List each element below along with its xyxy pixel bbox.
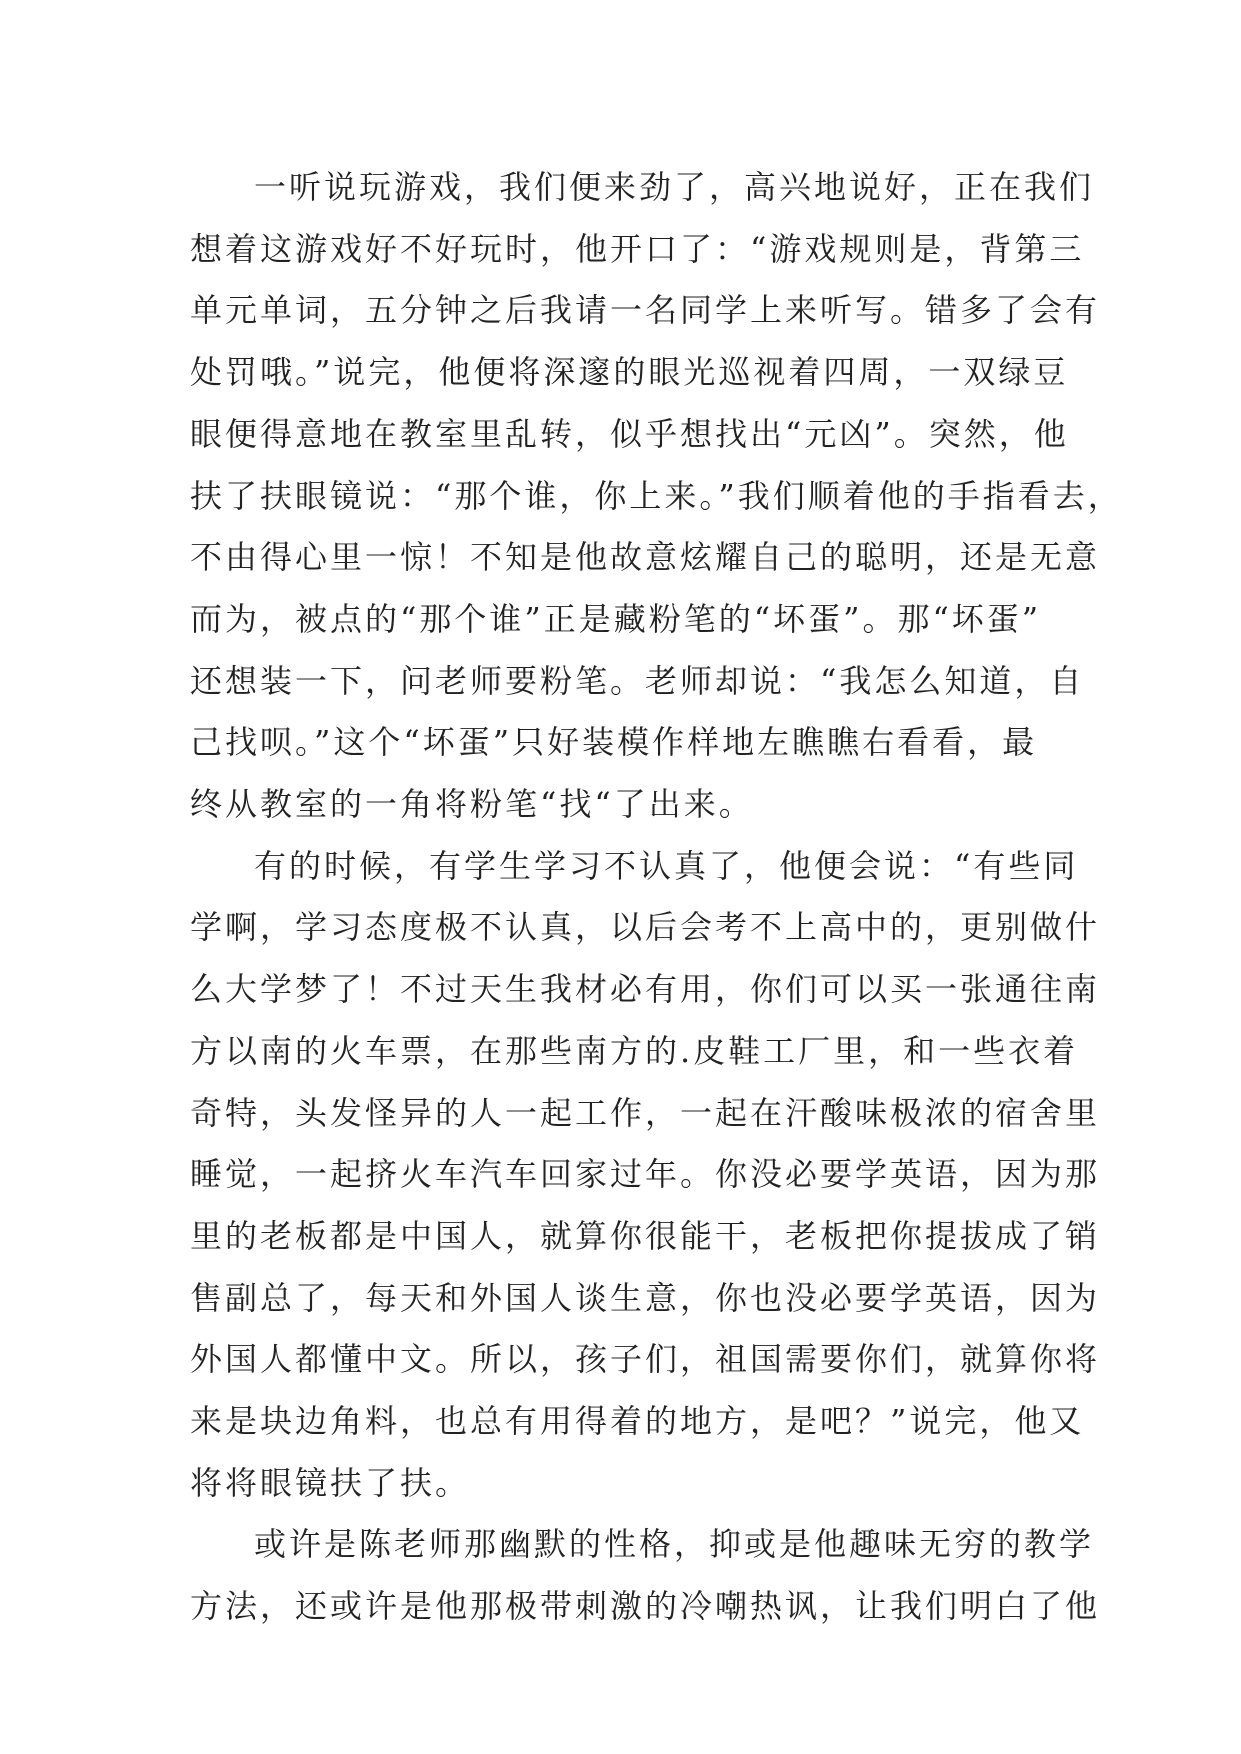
paragraph-lecture xyxy=(190,836,1101,1515)
text-line: 睡觉，一起挤火车汽车回家过年。你没必要学英语，因为那 xyxy=(190,1155,1101,1194)
text-line: 里的老板都是中国人，就算你很能干，老板把你提拔成了销 xyxy=(190,1216,1101,1255)
text-line: 售副总了，每天和外国人谈生意，你也没必要学英语，因为 xyxy=(190,1278,1101,1317)
text-line: 将将眼镜扶了扶。 xyxy=(190,1463,471,1502)
text-line: 还想装一下，问老师要粉笔。老师却说：“我怎么知道，自 xyxy=(190,661,1085,700)
paragraph-conclusion xyxy=(190,1514,1101,1637)
text-line: 单元单词，五分钟之后我请一名同学上来听写。错多了会有 xyxy=(190,291,1101,330)
text-line: 来是块边角料，也总有用得着的地方，是吧？”说完，他又 xyxy=(190,1402,1085,1441)
text-line: 不由得心里一惊！不知是他故意炫耀自己的聪明，还是无意 xyxy=(190,538,1101,577)
text-line: 方以南的火车票，在那些南方的.皮鞋工厂里，和一些衣着 xyxy=(190,1031,1079,1070)
text-line: 想着这游戏好不好玩时，他开口了：“游戏规则是，背第三 xyxy=(190,229,1085,268)
text-line: 眼便得意地在教室里乱转，似乎想找出“元凶”。突然，他 xyxy=(190,414,1069,453)
paragraph-game xyxy=(190,157,1123,836)
text-line: 有的时候，有学生学习不认真了，他便会说：“有些同 xyxy=(254,846,1079,885)
text-line: 终从教室的一角将粉笔“找“了出来。 xyxy=(190,785,754,824)
text-line: 外国人都懂中文。所以，孩子们，祖国需要你们，就算你将 xyxy=(190,1340,1101,1379)
text-line: 奇特，头发怪异的人一起工作，一起在汗酸味极浓的宿舍里 xyxy=(190,1093,1101,1132)
text-line: 处罚哦。”说完，他便将深邃的眼光巡视着四周，一双绿豆 xyxy=(190,353,1069,392)
text-line: 么大学梦了！不过天生我材必有用，你们可以买一张通往南 xyxy=(190,970,1101,1009)
text-line: 一听说玩游戏，我们便来劲了，高兴地说好，正在我们 xyxy=(254,168,1095,206)
document-body xyxy=(190,157,1123,1638)
text-line: 方法，还或许是他那极带刺激的冷嘲热讽，让我们明白了他 xyxy=(190,1587,1101,1626)
text-line: 而为，被点的“那个谁”正是藏粉笔的“坏蛋”。那“坏蛋” xyxy=(190,599,1042,638)
text-line: 或许是陈老师那幽默的性格，抑或是他趣味无穷的教学 xyxy=(254,1525,1095,1564)
text-line: 学啊，学习态度极不认真，以后会考不上高中的，更别做什 xyxy=(190,908,1101,947)
text-line: 己找呗。”这个“坏蛋”只好装模作样地左瞧瞧右看看，最 xyxy=(190,723,1038,762)
text-line: 扶了扶眼镜说：“那个谁，你上来。”我们顺着他的手指看去， xyxy=(190,476,1123,515)
